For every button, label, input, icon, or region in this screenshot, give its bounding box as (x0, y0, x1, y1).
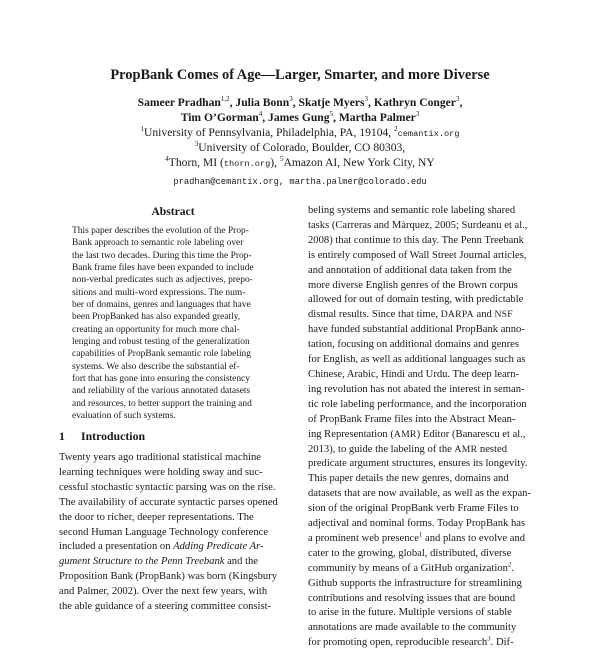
abstract-line: This paper describes the evolution of the Prop- (72, 226, 249, 236)
author-sep: , (459, 96, 463, 109)
author-sep: , (292, 96, 299, 109)
text-line: Github supports the infrastructure for streamlining (308, 577, 522, 589)
affiliation-thorn-close: ), (270, 156, 280, 170)
text-line: This paper details the new genres, domains and (308, 473, 509, 485)
text-line (59, 540, 289, 555)
text-line: is entirely composed of Wall Street Journal articles, (308, 249, 527, 261)
abstract-line: and reliability of the various annotated datasets (72, 386, 251, 397)
author-sup: 3 (415, 109, 420, 118)
abstract-line: fort that has gone into ensuring the consistency (72, 374, 250, 385)
text-line: tation, focusing on additional domains and genres (308, 339, 519, 351)
author-name: Tim O’Gorman (180, 110, 259, 124)
abstract-line: systems. We also describe the substantial ef- (72, 361, 240, 372)
affiliation-sup: 2 (394, 124, 398, 133)
text-line: predicate argument structures, ensures its longevity. (308, 458, 528, 470)
intro-right-column (308, 204, 540, 651)
text-line (308, 443, 540, 458)
affiliation-cemantix: cemantix.org (397, 128, 460, 139)
author-sep: , (368, 96, 374, 109)
text-line: allowed for out of domain testing, with predictable (308, 294, 524, 306)
text-line: Twenty years ago traditional statistical machine (59, 452, 261, 463)
author-emails: pradhan@cemantix.org, martha.palmer@colorado.edu (173, 176, 427, 187)
abstract-line: the last two decades. During this time the Prop- (72, 250, 252, 261)
text-span: for promoting open, reproducible research (308, 637, 488, 649)
abstract-line: creating an opportunity for much more chal- (72, 324, 240, 335)
abstract-line: non-verbal predicates such as adjectives, prepo- (72, 275, 253, 286)
text-line: contributions and resolving issues that are bound (308, 592, 516, 604)
author-sup: 3 (289, 95, 293, 104)
text-line (308, 428, 540, 443)
text-span: included a presentation on (59, 541, 174, 553)
intro-left-column (59, 451, 289, 615)
affiliation-line-1 (60, 126, 540, 142)
text-span: ing Representation ( (308, 428, 394, 440)
paper-title: PropBank Comes of Age—Larger, Smarter, and more Diverse (110, 67, 490, 83)
footnote-marker[interactable]: 3 (487, 636, 491, 643)
text-span: and (473, 309, 495, 321)
author-sup: 3 (364, 95, 369, 104)
author-name: James Gung (268, 110, 330, 124)
abstract-line: sitions and multi-word expressions. The num- (72, 287, 246, 298)
acronym-darpa: DARPA (440, 309, 474, 321)
abstract-line: ber of domains, genres and languages that have (72, 300, 251, 311)
abstract-line: Bank frame files have been expanded to include (72, 263, 254, 274)
text-span: and the (224, 556, 258, 568)
text-line: Proposition Bank (PropBank) was born (Kingsbury (59, 571, 278, 583)
text-line: the door to richer, deeper representations. The (59, 511, 254, 523)
cited-title: gument Structure to the Penn Treebank (59, 556, 225, 568)
text-span: and plans to evolve and (422, 532, 526, 544)
text-line: for English, as well as additional languages such as (308, 354, 526, 366)
author-block (60, 96, 540, 190)
affiliation-line-3 (60, 156, 540, 172)
footnote-marker[interactable]: 2 (507, 561, 512, 569)
text-line (308, 636, 540, 651)
text-line: have funded substantial additional PropBank anno- (308, 324, 525, 336)
author-name: Martha Palmer (338, 110, 416, 124)
text-span: 2013), to guide the labeling of the (308, 443, 455, 455)
affiliation-thorn-domain: thorn.org (223, 159, 271, 170)
text-span: . (511, 562, 515, 574)
abstract-body (72, 225, 274, 423)
text-line: 2008) that continue to this day. The Penn Treebank (308, 234, 524, 246)
acronym-amr: AMR (454, 443, 478, 455)
abstract-line: lenging and robust testing of the generalization (72, 337, 250, 348)
author-name: Kathryn Conger (373, 96, 456, 109)
abstract-line: capabilities of PropBank semantic role labeling (72, 349, 251, 360)
acronym-nsf: NSF (494, 309, 513, 321)
text-span: a prominent web presence (308, 532, 419, 544)
author-sep: , (229, 96, 236, 109)
abstract-heading: Abstract (151, 205, 195, 218)
text-line: the able guidance of a steering committee consist- (59, 601, 272, 613)
affiliation-upenn: University of Pennsylvania, Philadelphia, PA, 19104, (144, 125, 395, 139)
section-number: 1 (59, 429, 65, 443)
text-line: adjectival and nominal forms. Today PropBank has (308, 518, 526, 530)
abstract-line: evaluation of such systems. (72, 411, 176, 422)
text-line: tasks (Carreras and Màrquez, 2005; Surdeanu et al., (308, 219, 528, 231)
text-line: to arise in the future. Multiple versions of stable (308, 607, 512, 619)
author-name: Julia Bonn (235, 96, 290, 109)
text-line: tic role labeling performance, and the incorporation (308, 398, 527, 410)
author-sup: 4 (258, 109, 263, 118)
author-sup: 5 (329, 109, 334, 118)
affiliation-amazon: Amazon AI, New York City, NY (283, 156, 435, 170)
text-line: cessful stochastic syntactic parsing was on the rise. (59, 481, 276, 493)
text-line: annotations are made available to the community (308, 622, 517, 634)
section-heading-introduction (59, 429, 145, 444)
text-line (59, 555, 289, 570)
text-span: . Dif- (490, 637, 514, 649)
author-sep: , (333, 110, 339, 124)
affiliation-colorado: University of Colorado, Boulder, CO 80303, (198, 141, 406, 155)
footnote-marker[interactable]: 1 (418, 531, 423, 539)
text-line: The availability of accurate syntactic parses opened (59, 496, 278, 508)
text-line: datasets that are now available, as well as the expan- (308, 488, 531, 500)
text-line: learning techniques were holding sway and suc- (59, 466, 263, 478)
affiliation-thorn: Thorn, MI ( (168, 156, 224, 170)
text-line: and Palmer, 2002). Over the next few years, with (59, 586, 268, 598)
author-sep: , (262, 110, 269, 124)
author-sup: 1,2 (220, 95, 230, 104)
affiliation-sup: 4 (165, 155, 169, 164)
text-line: beling systems and semantic role labeling shared (308, 205, 516, 216)
text-line (308, 532, 540, 547)
author-line-1 (60, 96, 540, 111)
author-sup: 3 (455, 95, 460, 104)
abstract-line: and resources, to better support the training and (72, 398, 252, 409)
text-line (308, 562, 540, 577)
text-line: second Human Language Technology conference (59, 526, 269, 538)
text-span: community by means of a GitHub organization (308, 562, 508, 574)
affiliation-sup: 1 (140, 124, 144, 133)
section-title: Introduction (81, 429, 146, 443)
text-line: more diverse English genres of the Brown corpus (308, 279, 518, 291)
acronym-amr: AMR (393, 428, 417, 440)
affiliation-line-2 (60, 141, 540, 156)
affiliation-sup: 3 (194, 140, 199, 149)
text-line (308, 308, 540, 323)
author-name: Skatje Myers (298, 96, 365, 109)
text-span: dismal results. Since that time, (308, 309, 441, 321)
text-line: Chinese, Arabic, Hindi and Urdu. The deep learn- (308, 368, 520, 380)
text-line: and annotation of additional data taken from the (308, 264, 512, 276)
affiliation-sup: 5 (279, 155, 284, 164)
abstract-line: Bank approach to semantic role labeling over (72, 238, 244, 249)
abstract-line: been PropBanked has also expanded greatly, (72, 312, 241, 323)
text-span: ) Editor (Banarescu et al., (416, 428, 526, 440)
text-line: sion of the original PropBank verb Frame Files to (308, 503, 519, 515)
author-name: Sameer Pradhan (137, 96, 221, 109)
text-line: of PropBank Frame files into the Abstract Mean- (308, 413, 516, 425)
cited-title: Adding Predicate Ar- (173, 541, 264, 553)
author-line-2 (60, 111, 540, 126)
text-line: cater to the growing, global, distributed, diverse (308, 547, 512, 559)
text-span: nested (477, 443, 507, 455)
text-line: ing revolution has not abated the interest in seman- (308, 383, 525, 395)
